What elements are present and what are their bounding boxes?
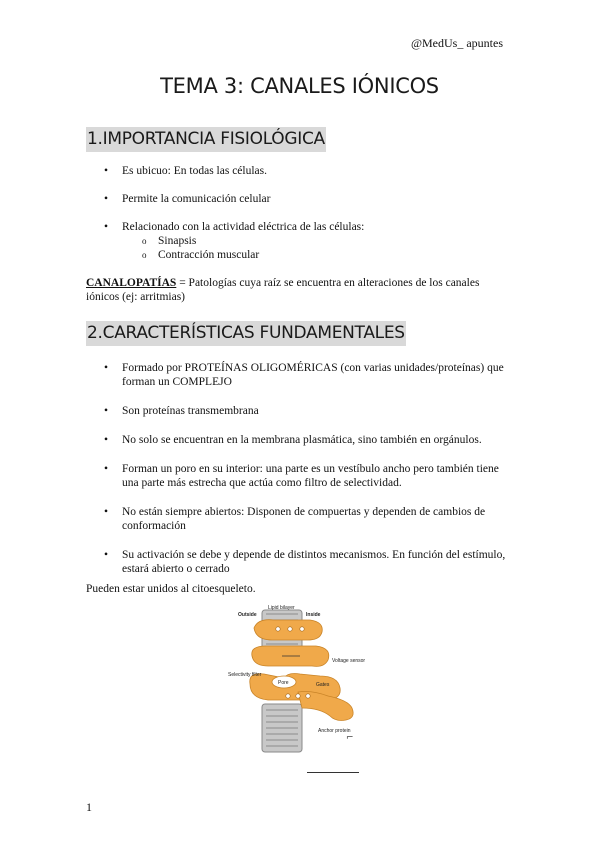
importance-list — [104, 164, 509, 262]
list-item-text: Son proteínas transmembrana — [122, 405, 259, 417]
page-title: TEMA 3: CANALES IÓNICOS — [160, 74, 439, 98]
list-item: • Formado por PROTEÍNAS OLIGOMÉRICAS (con varias unidades/proteínas) que forman un COMPLEJO — [104, 362, 504, 388]
list-item-text: Permite la comunicación celular — [122, 193, 271, 205]
footer-rule — [307, 772, 359, 773]
list-item: • Es ubicuo: En todas las células. — [104, 165, 267, 177]
list-item-text: No solo se encuentran en la membrana plasmática, sino también en orgánulos. — [122, 434, 482, 446]
definition-text: = Patologías cuya raíz se encuentra en alteraciones de los canales iónicos (ej: arritmias) — [86, 277, 480, 303]
label-selectivity: Selectivity filter — [228, 672, 262, 678]
sublist-item-text: Contracción muscular — [158, 249, 260, 261]
canalopatias-definition — [86, 276, 511, 304]
list-item: • Son proteínas transmembrana — [104, 405, 259, 417]
list-item-text: Formado por PROTEÍNAS OLIGOMÉRICAS (con varias unidades/proteínas) que forman un COMPLEJO — [122, 362, 504, 388]
list-item: • Permite la comunicación celular — [104, 193, 271, 205]
label-anchor: Anchor protein — [318, 728, 351, 734]
list-item: • No solo se encuentran en la membrana plasmática, sino también en orgánulos. — [104, 434, 482, 446]
label-voltage: Voltage sensor — [332, 658, 366, 664]
list-item: • Su activación se debe y depende de distintos mecanismos. En función del estímulo, estará abierto o cerrado — [104, 549, 506, 575]
label-pore: Pore — [278, 680, 289, 686]
sublist — [122, 234, 509, 262]
list-item-text: Su activación se debe y depende de distintos mecanismos. En función del estímulo, estará abierto o cerrado — [122, 549, 506, 575]
anchor-icon: ⌐ — [346, 733, 354, 743]
definition-term: CANALOPATÍAS — [86, 277, 177, 289]
list-item: • Forman un poro en su interior: una parte es un vestíbulo ancho pero también tiene una parte más estrecha que actúa como filtro de selectividad. — [104, 463, 499, 489]
list-item: • No están siempre abiertos: Disponen de compuertas y dependen de cambios de conformación — [104, 506, 486, 532]
label-outside: Outside — [238, 612, 257, 618]
sublist-item: o Sinapsis — [142, 235, 197, 247]
label-lipid: Lipid bilayer — [268, 605, 295, 611]
section-heading-characteristics: 2.CARACTERÍSTICAS FUNDAMENTALES — [86, 321, 406, 346]
list-item-text: Es ubicuo: En todas las células. — [122, 165, 267, 177]
list-item-text: Relacionado con la actividad eléctrica de las células: — [122, 221, 365, 233]
list-item: • Relacionado con la actividad eléctrica de las células: o Sinapsis o Contracción muscular — [104, 220, 509, 262]
sublist-item: o Contracción muscular — [142, 249, 260, 261]
sublist-item-text: Sinapsis — [158, 235, 197, 247]
characteristics-list — [104, 361, 509, 576]
list-item-text: Forman un poro en su interior: una parte es un vestíbulo ancho pero también tiene una parte más estrecha que actúa como filtro de selectividad. — [122, 463, 499, 489]
list-item-text: No están siempre abiertos: Disponen de compuertas y dependen de cambios de conformación — [122, 506, 486, 532]
section-heading-importance: 1.IMPORTANCIA FISIOLÓGICA — [86, 127, 326, 152]
label-inside: Inside — [306, 612, 321, 618]
ion-channel-diagram — [228, 604, 374, 754]
page-number: 1 — [86, 800, 92, 814]
label-gates: Gates — [316, 682, 330, 688]
cytoskeleton-note: Pueden estar unidos al citoesqueleto. — [86, 583, 256, 595]
author-handle: @MedUs_ apuntes — [410, 36, 503, 50]
